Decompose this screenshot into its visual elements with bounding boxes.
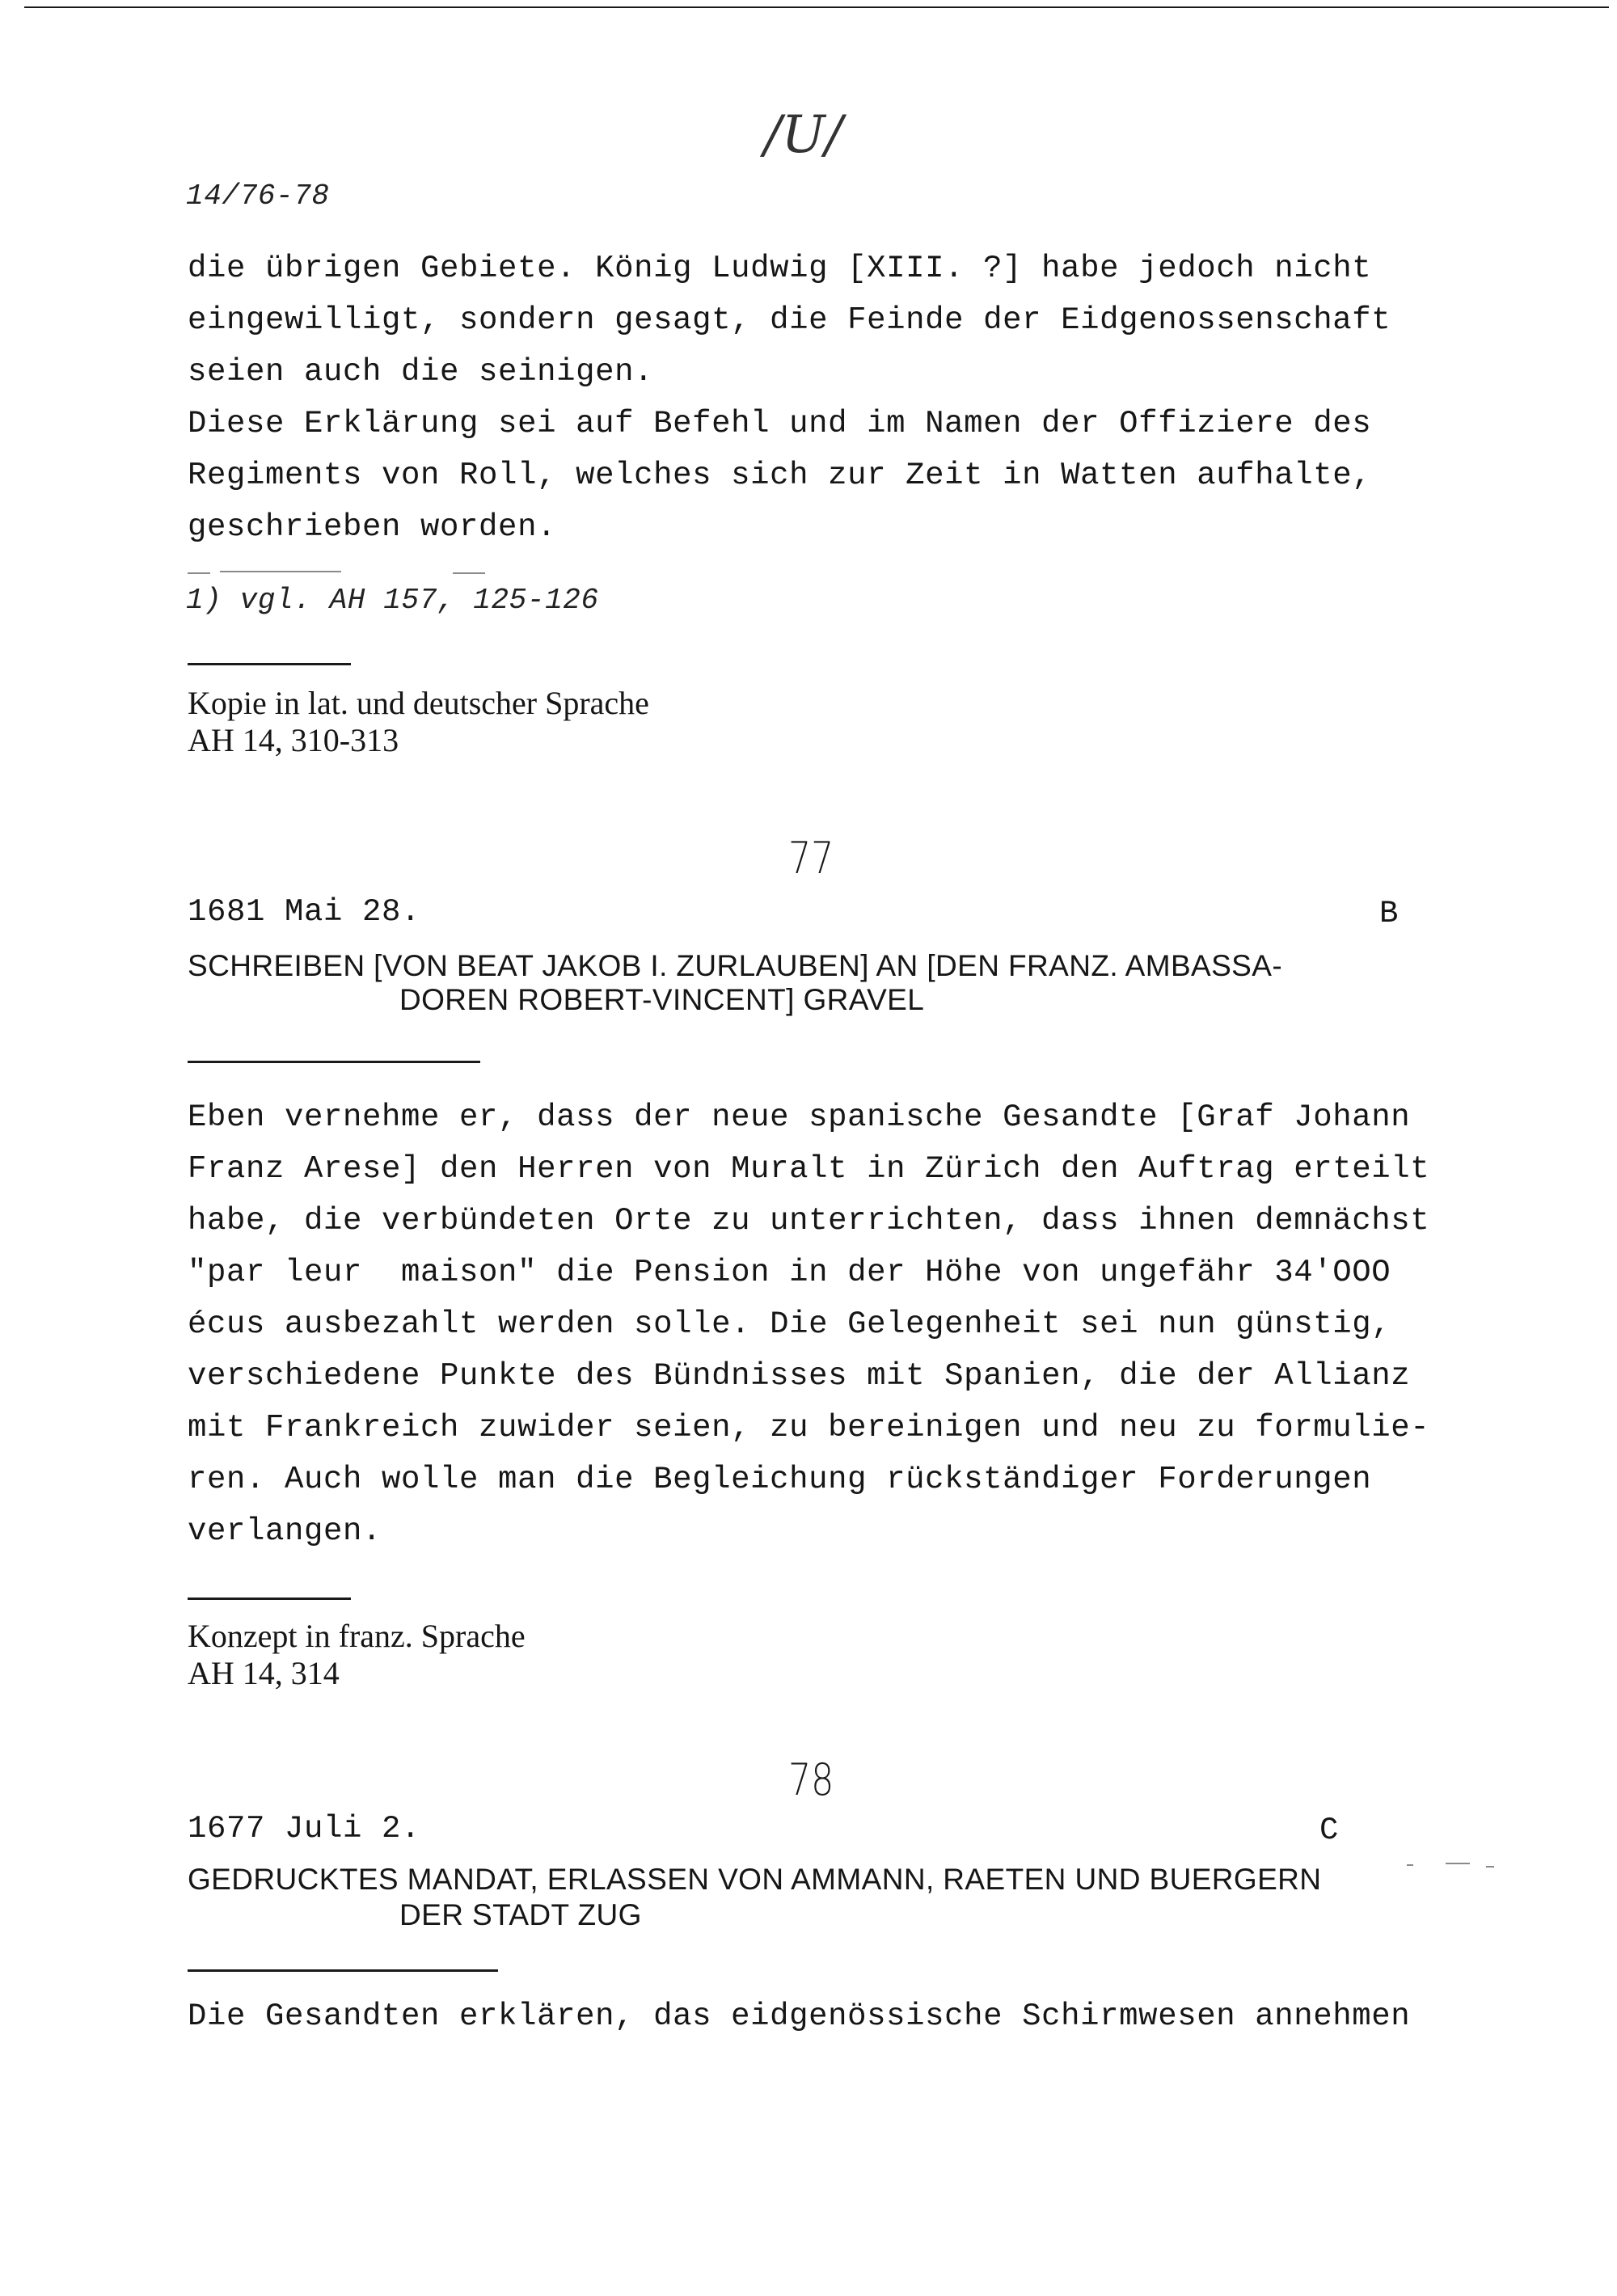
continuation-line-3: seien auch die seinigen. bbox=[188, 354, 654, 390]
separator-rule bbox=[188, 1061, 480, 1063]
entry-title-line-2: DER STADT ZUG bbox=[399, 1898, 642, 1931]
separator-rule bbox=[188, 1969, 498, 1972]
entry-category-letter: B bbox=[1379, 896, 1400, 931]
entry-body-line-1: Eben vernehme er, dass der neue spanische Gesandte [Graf Johann bbox=[188, 1099, 1411, 1135]
entry-title-line-1: SCHREIBEN [VON BEAT JAKOB I. ZURLAUBEN] AN [DEN FRANZ. AMBASSA- bbox=[188, 949, 1283, 982]
faint-rule-segment bbox=[220, 571, 341, 572]
entry-body-line-5: écus ausbezahlt werden solle. Die Gelegenheit sei nun günstig, bbox=[188, 1306, 1391, 1342]
entry-date: 1677 Juli 2. bbox=[188, 1811, 421, 1847]
continuation-line-1: die übrigen Gebiete. König Ludwig [XIII. ?] habe jedoch nicht bbox=[188, 251, 1372, 286]
entry-body-line-7: mit Frankreich zuwider seien, zu bereinigen und neu zu formulie- bbox=[188, 1410, 1430, 1446]
continuation-line-6: geschrieben worden. bbox=[188, 509, 557, 545]
handwritten-folio-mark: /U/ bbox=[764, 105, 843, 165]
page-reference: 14/76-78 bbox=[186, 179, 330, 213]
separator-rule bbox=[188, 1597, 351, 1600]
entry-body-line-8: ren. Auch wolle man die Begleichung rückständiger Forderungen bbox=[188, 1462, 1372, 1497]
continuation-line-4: Diese Erklärung sei auf Befehl und im Namen der Offiziere des bbox=[188, 406, 1372, 441]
faint-mark bbox=[1407, 1864, 1413, 1866]
source-line-1: Konzept in franz. Sprache bbox=[188, 1618, 526, 1654]
source-line-1: Kopie in lat. und deutscher Sprache bbox=[188, 685, 649, 721]
entry-date: 1681 Mai 28. bbox=[188, 894, 421, 930]
entry-body-line-6: verschiedene Punkte des Bündnisses mit Spanien, die der Allianz bbox=[188, 1358, 1411, 1394]
entry-body-line-1: Die Gesandten erklären, das eidgenössische Schirmwesen annehmen bbox=[188, 1998, 1411, 2034]
entry-title-line-2: DOREN ROBERT-VINCENT] GRAVEL bbox=[399, 983, 925, 1016]
source-line-2: AH 14, 314 bbox=[188, 1655, 340, 1691]
entry-body-line-2: Franz Arese] den Herren von Muralt in Zürich den Auftrag erteilt bbox=[188, 1151, 1430, 1187]
faint-mark bbox=[1486, 1866, 1494, 1868]
entry-category-letter: C bbox=[1319, 1813, 1340, 1848]
faint-mark bbox=[1446, 1863, 1470, 1864]
entry-body-line-9: verlangen. bbox=[188, 1513, 382, 1549]
faint-rule-segment bbox=[453, 572, 485, 574]
continuation-line-2: eingewilligt, sondern gesagt, die Feinde der Eidgenossenschaft bbox=[188, 302, 1391, 338]
entry-title-line-1: GEDRUCKTES MANDAT, ERLASSEN VON AMMANN, RAETEN UND BUERGERN bbox=[188, 1863, 1322, 1896]
continuation-line-5: Regiments von Roll, welches sich zur Zeit in Watten aufhalte, bbox=[188, 458, 1372, 493]
entry-body-line-3: habe, die verbündeten Orte zu unterrichten, dass ihnen demnächst bbox=[188, 1203, 1430, 1239]
faint-rule-segment bbox=[188, 572, 210, 574]
source-line-2: AH 14, 310-313 bbox=[188, 722, 399, 758]
entry-body-line-4: "par leur maison" die Pension in der Höhe von ungefähr 34'OOO bbox=[188, 1255, 1391, 1290]
page-top-edge bbox=[24, 6, 1609, 8]
entry-number: 78 bbox=[788, 1754, 834, 1805]
separator-rule bbox=[188, 663, 351, 665]
entry-number: 77 bbox=[788, 833, 834, 884]
footnote: 1) vgl. AH 157, 125-126 bbox=[186, 584, 599, 617]
